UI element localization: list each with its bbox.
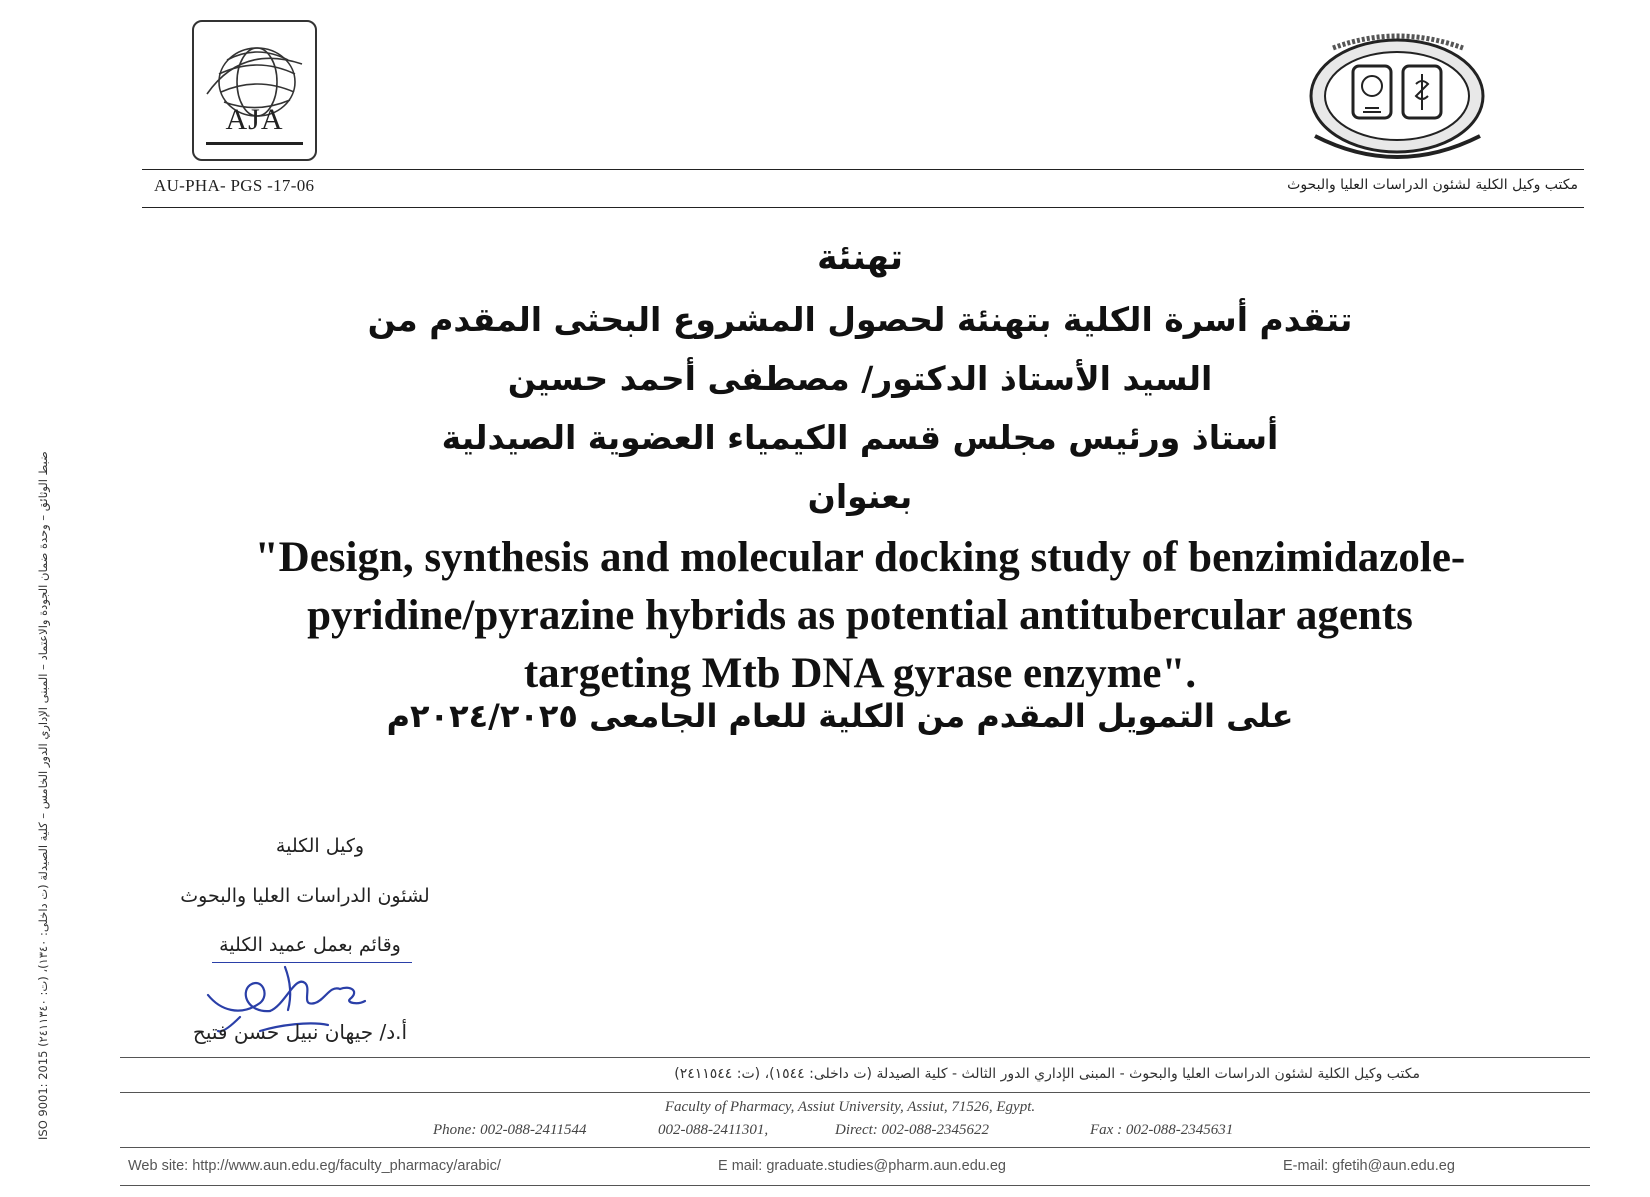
project-title-line-1: "Design, synthesis and molecular docking study of benzimidazole- [254, 534, 1466, 581]
signatory-title-1: وكيل الكلية [275, 835, 365, 857]
footer-website-link[interactable]: Web site: http://www.aun.edu.eg/faculty_pharmacy/arabic/ [128, 1158, 501, 1174]
footer-email-link[interactable]: E mail: graduate.studies@pharm.aun.edu.eg [718, 1158, 1006, 1174]
footer-phone: Phone: 002-088-2411544 [433, 1122, 587, 1138]
congratulation-line: تتقدم أسرة الكلية بتهنئة لحصول المشروع البحثى المقدم من [367, 300, 1353, 339]
footer-rule [120, 1147, 1590, 1148]
header-rule-bottom [142, 207, 1584, 208]
title-label: بعنوان [807, 477, 913, 516]
page-title: تهنئة [816, 238, 904, 278]
project-title-line-3: targeting Mtb DNA gyrase enzyme". [523, 650, 1197, 697]
footer-phone-2: 002-088-2411301, [658, 1122, 769, 1138]
signatory-title-3: وقائم بعمل عميد الكلية [219, 934, 401, 956]
document-code: AU-PHA- PGS -17-06 [154, 176, 315, 195]
aja-logo [192, 20, 317, 161]
footer-address-en: Faculty of Pharmacy, Assiut University, Assiut, 71526, Egypt. [664, 1099, 1036, 1115]
university-seal-icon [1305, 28, 1490, 168]
footer-rule [120, 1057, 1590, 1058]
footer-fax: Fax : 002-088-2345631 [1090, 1122, 1234, 1138]
signatory-name: أ.د/ جيهان نبيل حسن فتيح [192, 1020, 408, 1044]
office-name: مكتب وكيل الكلية لشئون الدراسات العليا والبحوث [1287, 177, 1578, 193]
aja-logo-text: AJA [225, 103, 284, 136]
footer-address-ar: مكتب وكيل الكلية لشئون الدراسات العليا والبحوث - المبنى الإداري الدور الثالث - كلية الصيدلة (ت داخلى: ١٥٤٤)، (ت: ٢٤١١٥٤٤) [674, 1066, 1420, 1082]
funding-line: على التمويل المقدم من الكلية للعام الجامعى ٢٠٢٤/٢٠٢٥م [386, 697, 1294, 735]
footer-direct: Direct: 002-088-2345622 [835, 1122, 989, 1138]
project-title-line-2: pyridine/pyrazine hybrids as potential antitubercular agents [307, 592, 1413, 639]
recipient-name: السيد الأستاذ الدكتور/ مصطفى أحمد حسين [507, 359, 1213, 398]
signatory-title-2: لشئون الدراسات العليا والبحوث [180, 885, 430, 907]
side-note: ضبط الوثائق – وحدة ضمان الجودة والاعتماد – المبنى الإداري الدور الخامس – كلية الصيدلة (ت داخلى: ١٣٤٠)، (ت: ٢٤١١٣٤٠) ISO 9001: 2015 [36, 451, 50, 1140]
aja-logo-rule [206, 142, 303, 145]
footer-email-link-2[interactable]: E-mail: gfetih@aun.edu.eg [1283, 1158, 1455, 1174]
header-rule-top [142, 169, 1584, 170]
footer-rule [120, 1185, 1590, 1186]
footer-rule [120, 1092, 1590, 1093]
recipient-position: أستاذ ورئيس مجلس قسم الكيمياء العضوية الصيدلية [441, 418, 1279, 457]
